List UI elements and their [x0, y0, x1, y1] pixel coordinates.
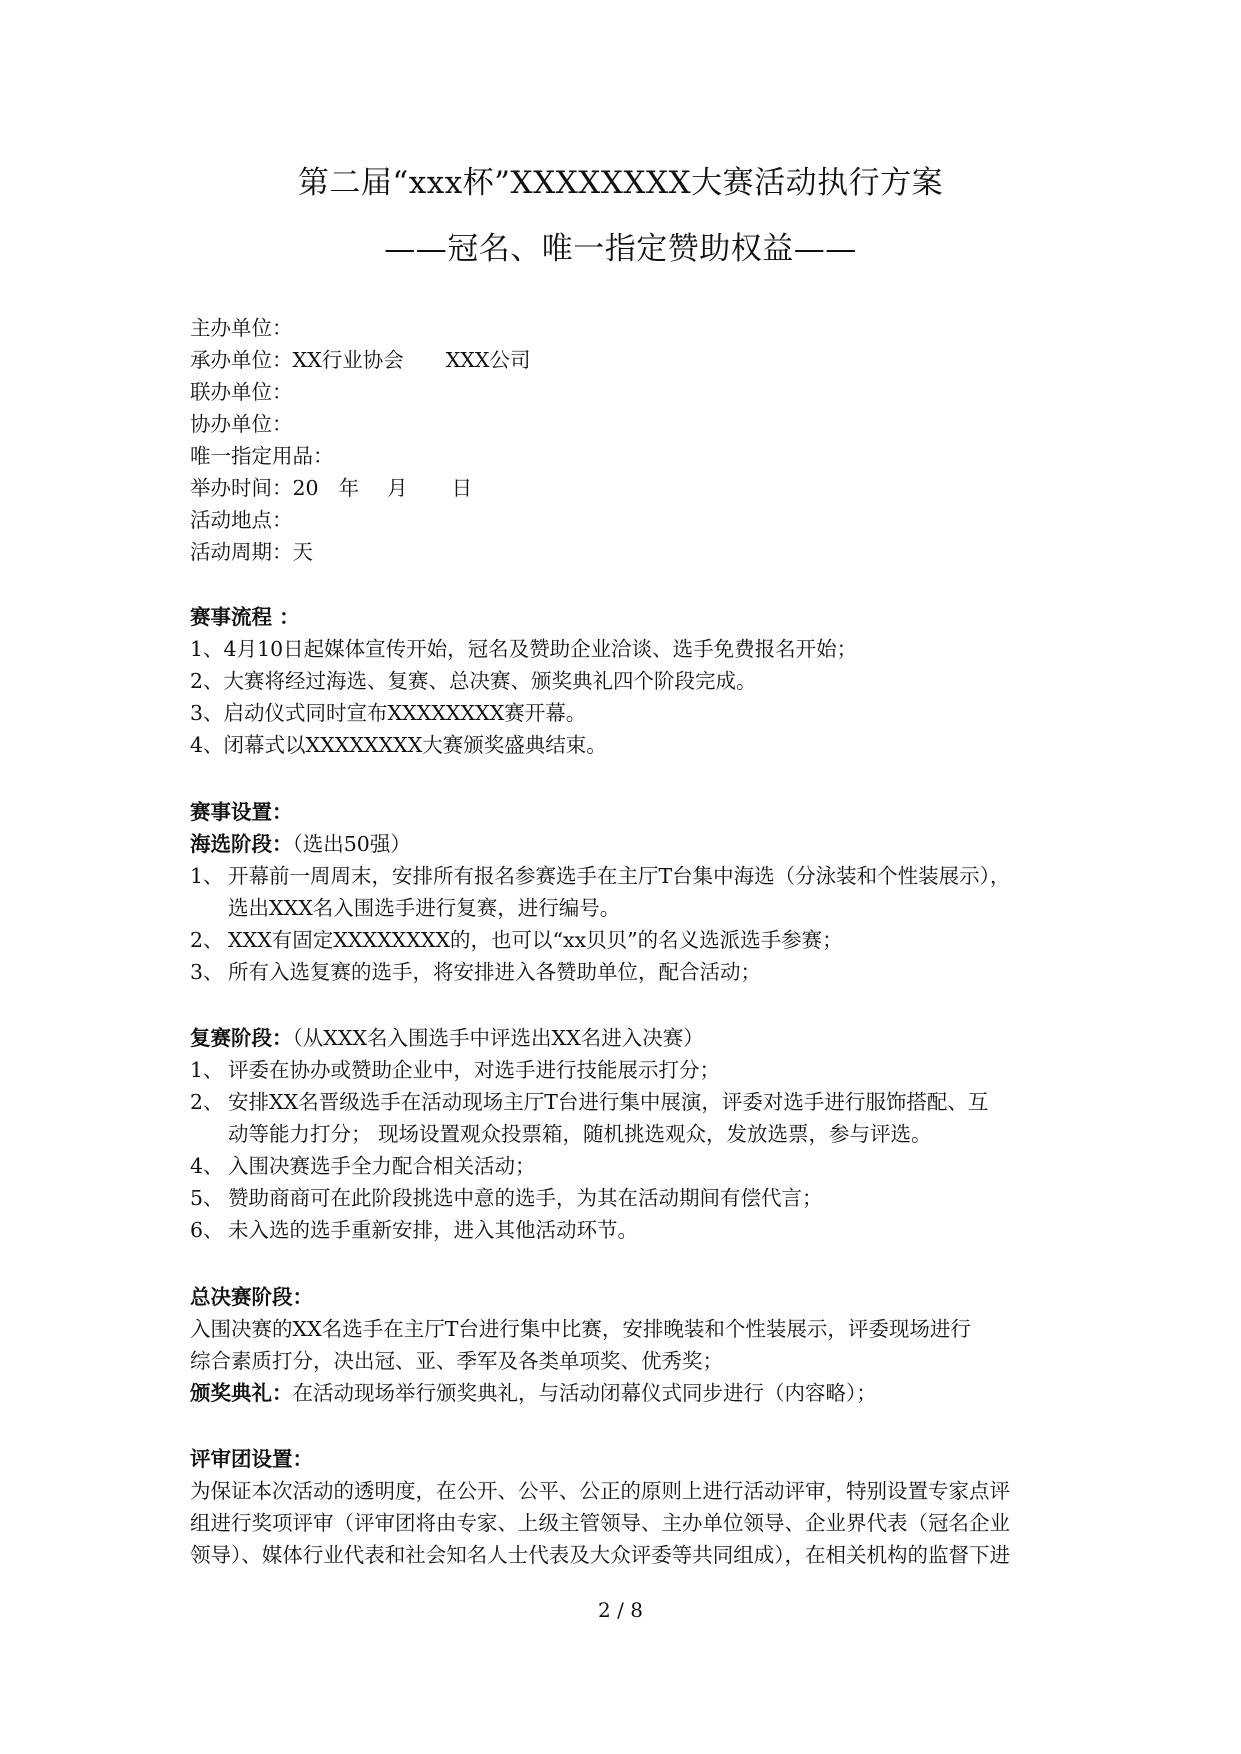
list-text: XXX有固定XXXXXXXX的，也可以“xx贝贝”的名义选派选手参赛； [228, 928, 843, 952]
process-item-4: 4、闭幕式以XXXXXXXX大赛颁奖盛典结束。 [190, 733, 607, 757]
info-period: 活动周期：天 [190, 540, 313, 564]
final-line-2: 综合素质打分，决出冠、亚、季军及各类单项奖、优秀奖； [190, 1349, 723, 1373]
process-item-1: 1、4月10日起媒体宣传开始，冠名及赞助企业洽谈、选手免费报名开始； [190, 637, 858, 661]
info-place: 活动地点： [190, 508, 293, 532]
list-number: 1、 [190, 864, 224, 888]
audition-item-2 [190, 925, 1070, 955]
list-text: 入围决赛选手全力配合相关活动； [228, 1154, 536, 1178]
info-organizer-2: XXX公司 [445, 348, 531, 372]
info-organizer-1: XX行业协会 [292, 348, 404, 372]
list-number: 1、 [190, 1058, 224, 1082]
info-organizer-label: 承办单位： [190, 348, 293, 372]
final-line-1: 入围决赛的XX名选手在主厅T台进行集中比赛，安排晚装和个性装展示，评委现场进行 [190, 1317, 971, 1341]
info-time-m: 月 [387, 476, 408, 500]
award-line [190, 1378, 1070, 1408]
info-time [190, 473, 1070, 503]
list-text: 未入选的选手重新安排，进入其他活动环节。 [228, 1218, 638, 1242]
info-time-d: 日 [451, 476, 473, 500]
info-product: 唯一指定用品： [190, 444, 334, 468]
final-heading: 总决赛阶段： [190, 1285, 313, 1309]
jury-line-2: 组进行奖项评审（评审团将由专家、上级主管领导、主办单位领导、企业界代表（冠名企业 [190, 1511, 1010, 1535]
settings-heading: 赛事设置： [190, 800, 293, 824]
semifinal-item-2-cont: 动等能力打分； 现场设置观众投票箱，随机挑选观众，发放选票，参与评选。 [228, 1122, 932, 1146]
process-item-3: 3、启动仪式同时宣布XXXXXXXX赛开幕。 [190, 701, 587, 725]
document-title: 第二届“xxx杯”XXXXXXXX大赛活动执行方案 [297, 165, 944, 201]
semifinal-note: （从XXX名入围选手中评选出XX名进入决赛） [292, 1026, 704, 1050]
semifinal-item-1 [190, 1055, 1070, 1085]
award-text: 在活动现场举行颁奖典礼，与活动闭幕仪式同步进行（内容略）； [292, 1381, 877, 1405]
page-number: 2 / 8 [598, 1598, 643, 1622]
list-text: 开幕前一周周末，安排所有报名参赛选手在主厅T台集中海选（分泳装和个性装展示）， [228, 864, 1011, 888]
list-text: 评委在协办或赞助企业中，对选手进行技能展示打分； [228, 1058, 720, 1082]
semifinal-heading-line [190, 1023, 1070, 1053]
document-subtitle: ——冠名、唯一指定赞助权益—— [384, 231, 857, 267]
semifinal-item-4 [190, 1151, 1070, 1181]
list-number: 6、 [190, 1218, 224, 1242]
jury-line-1: 为保证本次活动的透明度，在公开、公平、公正的原则上进行活动评审，特别设置专家点评 [190, 1479, 1010, 1503]
jury-line-3: 领导）、媒体行业代表和社会知名人士代表及大众评委等共同组成），在相关机构的监督下进 [190, 1543, 1010, 1567]
info-assist: 协办单位： [190, 412, 293, 436]
audition-heading-line [190, 829, 1070, 859]
info-organizer [190, 345, 1070, 375]
info-time-label: 举办时间： [190, 476, 293, 500]
list-number: 2、 [190, 928, 224, 952]
list-text: 安排XX名晋级选手在活动现场主厅T台进行集中展演，评委对选手进行服饰搭配、互 [228, 1090, 989, 1114]
list-text: 所有入选复赛的选手，将安排进入各赞助单位，配合活动； [228, 960, 761, 984]
audition-note: （选出50强） [292, 832, 411, 856]
info-time-y: 年 [338, 476, 360, 500]
semifinal-item-5 [190, 1183, 1070, 1213]
list-number: 4、 [190, 1154, 224, 1178]
audition-item-1-cont: 选出XXX名入围选手进行复赛，进行编号。 [228, 896, 621, 920]
list-number: 5、 [190, 1186, 224, 1210]
process-heading: 赛事流程 ： [190, 605, 300, 629]
award-heading: 颁奖典礼： [190, 1381, 293, 1405]
process-item-2: 2、大赛将经过海选、复赛、总决赛、颁奖典礼四个阶段完成。 [190, 669, 757, 693]
list-number: 2、 [190, 1090, 224, 1114]
info-host: 主办单位： [190, 316, 293, 340]
semifinal-item-2 [190, 1087, 1070, 1117]
info-co-host: 联办单位： [190, 380, 293, 404]
list-number: 3、 [190, 960, 224, 984]
jury-heading: 评审团设置： [190, 1447, 313, 1471]
audition-item-1 [190, 861, 1070, 891]
semifinal-item-6 [190, 1215, 1070, 1245]
info-time-year: 20 [292, 476, 319, 500]
audition-heading: 海选阶段： [190, 832, 293, 856]
list-text: 赞助商商可在此阶段挑选中意的选手，为其在活动期间有偿代言； [228, 1186, 823, 1210]
audition-item-3 [190, 957, 1070, 987]
semifinal-heading: 复赛阶段： [190, 1026, 293, 1050]
